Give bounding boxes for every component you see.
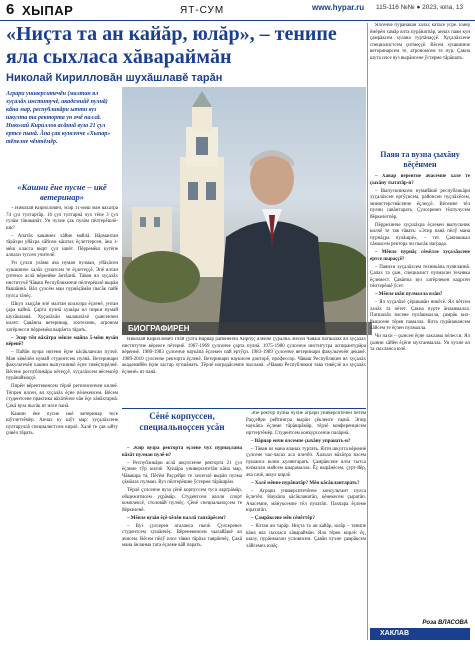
column-divider <box>367 23 368 640</box>
paragraph: – Пайăн вузра ингени ĕçне кăсăклансан пулчĕ. Ман кĕвĕлĕн нумай студентсем пулнă. Ветеринари факультечĕн кашни выпускникĕ ĕçпе тивĕçтерĕлнĕ. Вĕсене республикăра кĕтеççĕ, хуçалăхсем вĕсемсĕр пурăнаймаççĕ. <box>6 350 118 381</box>
issue-info: 115-116 №№ ● 2023, юпа, 13 <box>376 4 464 11</box>
paragraph: – Тăван ял мана яланах туртать. Ялти шкулта вĕреннĕ çулсене час-часах аса илетĕп. Хальхи вăхăтра ялсем пушанса юлни кулянтарать. Çамрăксене ялта тытса юлмалли майсем шырамалла. Ĕç вырăнĕсем, çурт-йĕр, ача сачĕ, шкул кирлĕ. <box>246 446 366 478</box>
paragraph: – Ялтан ан тарăр. Ниçта та ан кайăр, юлăр – тенипе кăна яла сыхласа хăвараймăн. Яла тĕрек кирлĕ: ĕç, шалу, пурăнмалли условисем. Çавăн чухне çамрăксем хăйсемех юлĕç. <box>246 524 366 549</box>
paragraph: Пирĕн вĕрентекенсем тĕрлĕ регионсенчен килнĕ. Тĕпрен илсен, ял хуçалăх ĕçне пĕлекенсем. Вĕсем студентсене практика вăхăтĕнче чăн ĕçе хăнăхтарнă. Çакă вуза пысăк ят илсе панă. <box>6 384 118 409</box>
biography-text <box>122 337 366 405</box>
article-headline: «Ниçта та ан кайăр, юлăр», – тенипе яла сыхласа хăвараймăн <box>6 23 337 68</box>
section-rubric: ЯТ-СУМ <box>180 5 225 16</box>
question-paragraph: – Мĕнле шăп пулмалла ялăн? <box>375 292 443 297</box>
column-middle <box>122 446 242 640</box>
question-paragraph: – Вăрнар енчи ялсемпе çыхăну упранать-и? <box>251 438 351 444</box>
site-url[interactable]: www.hypar.ru <box>312 3 365 12</box>
page-header <box>0 0 475 21</box>
paragraph: Кашни ĕне пусне икĕ ветеринар тесе шӳтлеттĕмĕр. Анчах ку шӳт мар: хуçалăхсене пултаруллă специалистсем кирлĕ. Халĕ те çав ыйту çивĕч тăрать. <box>6 411 118 436</box>
divider <box>122 408 366 409</box>
article-subhead: «Кашни ĕне пусне – икĕ ветеринар» <box>17 182 107 202</box>
column-right <box>370 174 470 620</box>
portrait-photo <box>122 87 366 335</box>
article-byline: Николай Кирилловăн шухăшлавĕ тарăн <box>6 72 223 84</box>
question-paragraph: – Эсир вузра ректорта ĕçленĕ чух пурнăçлама вăхăт пулман пулĕ-и? <box>122 446 242 458</box>
column-next <box>246 411 366 640</box>
newspaper-brand: ХЫПАР <box>22 3 74 18</box>
paragraph: Эпĕ ректор пулнă чухне аграри университечĕн пĕтĕм Раççейри рейтингра вырăн çĕкленсе пынă. Эпир наукăпа ĕçлеме тăрăшрăмăр, тĕрлĕ конференцисем ирттертĕмĕр. Студентсем конкурссенче палăрнă. <box>246 411 366 436</box>
paragraph: – Республикăри аслă шкулсенче ректорта 21 çул ĕçлеме тӳр килчĕ. Хушăра университетăн кăна мар, Чăвашра та, Пĕтĕм Раççейре те хисеплĕ вырăн пулма çăмăлах пулман. Вуз пĕлтерĕшне ӳстерме тăрăшрăм. <box>122 460 242 485</box>
question-paragraph: – Мĕнле пурнăç сĕмĕлле хуçалăхсене ертсе пыраççĕ? <box>370 250 470 262</box>
paragraph: – Николай Кириллович, эсир 11-мĕш ман вăхăтра 74 çул тултартăр. 16 çул тултарнă чух тĕпе 3 çул сулăм тăнаканăт. Ун чухне çак пулăм пĕлтерĕшлĕ-ши? <box>6 206 118 231</box>
page-number: 6 <box>6 1 15 18</box>
paragraph: Ялсенче пурăнакан халăх катасĕ ӳсрĕ. Ĕмĕр ĕмĕрĕн хамăр ялта пурăнатпăр, анчах паян кун çамрăксем хулана туртăнаççĕ. Хуçалăхсене специалистсем çитмеççĕ. Вĕсем хушшинче ветеринарсем те, агрономсем те пур. Çакна шута илсе вуз вырăнсене ӳстерме тăрăшать. <box>370 23 470 61</box>
paragraph: Ун çулхи улăми ача нуман пулман, уйăхăсен хушшинче халăх çунатсем те ĕçлетеççĕ. Эпĕ ялтан çитенсе аслă вĕренĕве ăнтăлнă. Тăван ял хуçалăх институчĕ Чăваш Республикинче пĕлтерĕшлĕ вырăн йышăннă. Вăл çулсем ман пурнăçăмăн пысăк пайĕ пулса тăчĕç. <box>6 261 118 299</box>
question-paragraph: – Мĕнле вузăн ĕçĕ-хĕлĕн паллă тапхăрĕсем? <box>127 515 226 521</box>
paragraph: Чи пахи – çынсен ĕçне хаклама пĕлесси. Ял çынни хăйĕн ĕçĕпе мухтанмалла. Ун чухне ял та сыхланса юлĕ. <box>370 334 470 352</box>
paragraph: – Выпускниксем нумайăшĕ республикăри хуçалăхсен ертӳçисем, районсен пуçлăхĕсем, министерствăсенче ĕçлеççĕ. Вĕсемпе тĕл пулни савăнтарать. Çулсеренех тĕлпулусем йĕркелетпĕр. <box>370 188 470 220</box>
question-paragraph: – Хăвăр вĕрентнĕ ачасемпе халĕ те çыхăну тытатăр-и? <box>370 174 470 186</box>
paragraph: Пĕррехинче хуçалăхра ĕçлекен выпускник килчĕ те тав тăвать: «Эсир панă пĕлӳ мана пурнăçра пулăшрĕ», – тет. Çакнашкал сăмахсем ректора чи пысăк награда. <box>370 222 470 247</box>
question-paragraph: – Халĕ мĕнпе пурăнатăр? Мĕн кăсăклантарать? <box>251 480 360 486</box>
section-subhead: Сĕнĕ корпуссен, специальноçсен усăн <box>139 411 225 432</box>
biography-label: БИОГРАФИРЕН <box>122 322 372 335</box>
paragraph: Николай Кириллович 1948 çулта Вăрнар районĕнчи Хирпуç ялĕнче çуралнă. Вĕсен Чăваш патшалăх ял хуçалăх институтне вĕренсе пĕтернĕ. 1967-1969 çулсенче çарта пулнă. 1975-1980 çулсенче институтра аспирантурăра вĕреннĕ. 1980-1983 çулсенче наукăпа ĕçлекен пай ертӳçи. 1983-1989 çулсенче ветеринари факультечĕн деканĕ. 1989-2010 çулсенче ректорта ĕçленĕ. Ветеринари наукисен докторĕ, профессор. Чăваш Республикин ял хуçалăх академийĕн ĕçне хастар хутшăнать. Тĕрлĕ наградăсемпе чысланă. «Чăваш Республикин тава тивĕçлĕ ял хуçалăх ĕçченĕ» ят панă. <box>122 337 366 375</box>
khakhlav-banner: ХАКЛАВ <box>370 628 470 640</box>
column-right-top <box>370 23 470 148</box>
photo-illustration <box>122 87 366 335</box>
paragraph: – Аграри университетĕнче консультант пулса ĕçлетĕп. Наукăпа кăсăкланатăп, кĕнекесем çыратăп. Ачасемпе, мăнуксемпе тĕл пулатăп. Пахчара ĕçлеме юрататăп. <box>246 488 366 513</box>
author-signature: Роза ВЛАСОВА <box>422 620 468 626</box>
column-left <box>6 206 118 640</box>
article-lede: Аграри университечĕн (малтан ял хуçалăх институчĕ, академийĕ пулнă) кăна мар, республикăри ытти вуз шкулта та ректорта ун ячĕ паллă. Николай Кириллов асăннă вуза 21 çул ертсе пынă. Ăна çак кунсенче «Хыпар» тĕпелне чĕнтĕмĕр. <box>6 91 111 145</box>
question-paragraph: – Çамрăксене мĕн сĕнĕттĕр? <box>251 516 315 521</box>
paragraph: – Вуз çулсерен аталанса пычĕ. Çулсеренех студентсем хушăнчĕç. Вĕренекенсем чылайăшĕ ял ачисем. Вĕсем пĕлӳ илсе тăван тăрăха таврăнчĕç. Çакă мана ăнланма тата ĕçлеме вăй парать. <box>122 523 242 548</box>
paragraph: – Паянхи хуçалăхсем техникăпа пуянланнă. Çапах та çын, специалист пулмасан техника ĕçлемест. Çавăнпа вуз хатĕрлекен кадрсен пĕлтерĕшĕ ӳсет. <box>370 264 470 289</box>
question-paragraph: – Эсир тĕп вăхăтра мĕнле майпа 5-мĕш вузăн вĕренĕ? <box>6 335 118 347</box>
paragraph: – Ял хуçалăхĕ çĕршывăн никĕсĕ. Ял пĕтсен халăх та пĕтет. Çакна пурте ăнланмалла. Патшалăх ялсене пулăшмалла, çамрăк кил-йышсене тĕрев памалла. Ялта пурăнакансем хăйсем те ĕçчен пулмалла. <box>370 300 470 331</box>
paragraph: Шкул хыççăн эпĕ малтан колхозра ĕçленĕ, унтан çара кайнă. Çарта пулнă хушăра ял пирки нумай шухăшланă. Хуçалăхăн малашлăхĕ çынсенчен килет. Çавăнпа ветеринар, зоотехник, агроном хатĕрлесси пĕрремĕш вырăнта тăрать. <box>6 301 118 333</box>
paragraph: Тĕрлĕ çулсенче вуза çĕнĕ корпуссем туса лартрăмăр, общежитисем уçрăмăр. Студентсем валли спорт комплексĕ, столовăй пулчĕç. Çĕнĕ специальноçсем те йĕркеленĕ. <box>122 488 242 513</box>
right-subhead: Паян та вузпа çыхăну вĕçĕнмен <box>380 150 460 169</box>
paragraph: – Апатăх кашниех хăйне майлă. Вăрмантан тăрăхри уйăхра хăйсем кăштах ĕçлеттерсен, ăна 1-мĕш класса вырт çул ишĕт. Пĕрремĕш кутĕпе алпахи туссен учителĕ. <box>6 233 118 258</box>
